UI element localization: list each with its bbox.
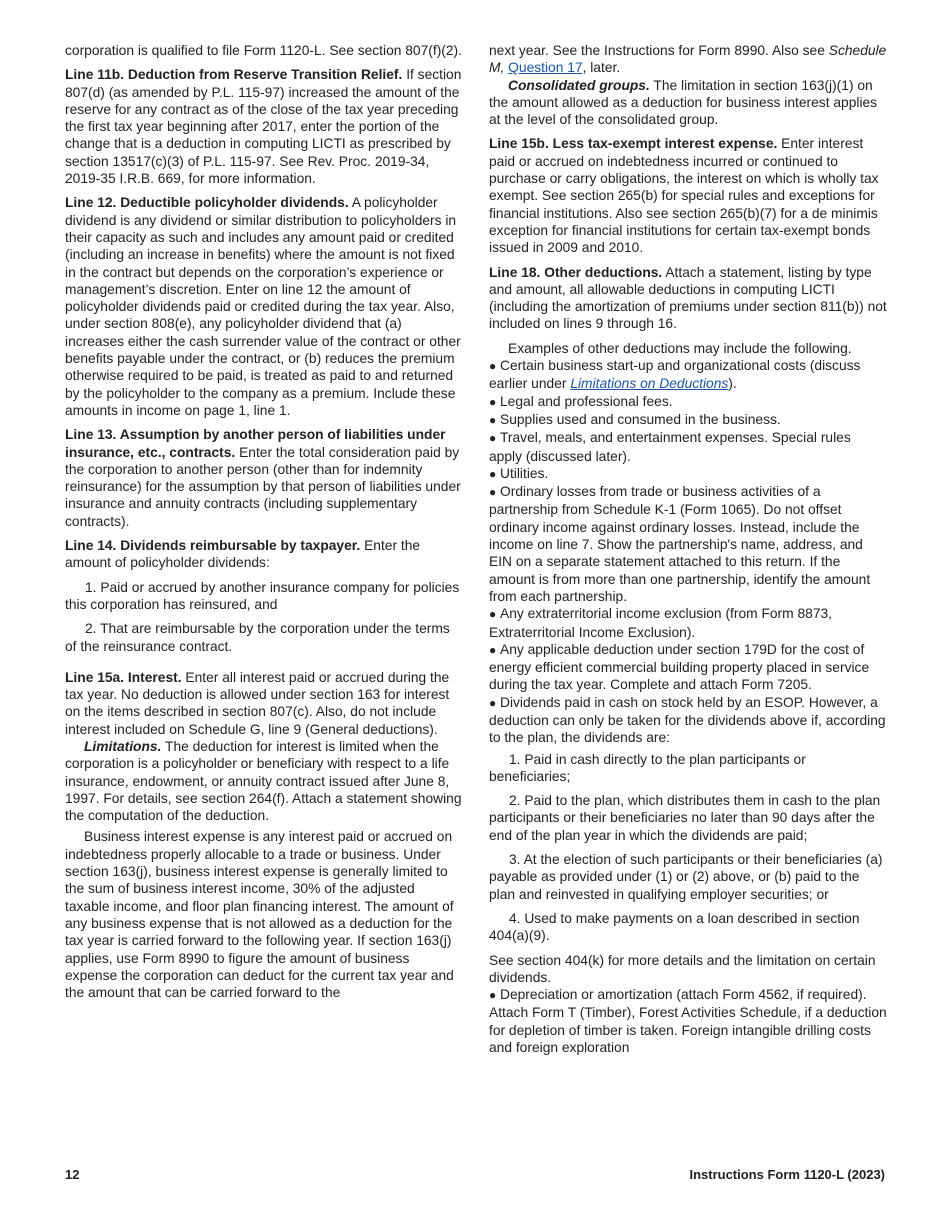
- line-14-item: 1. Paid or accrued by another insurance company for policies this corporation has reinsured, and: [65, 579, 460, 612]
- line-12-text: A policyholder dividend is any dividend or similar distribution to policyholders in their capacity as such and includes any amount paid or credited (including an increase in benefits) where the amount is not fixed in the contract but depends on the corporation’s experience or management’s discretion. Enter on line 12 the amount of policyholder dividends paid or credited during the tax year. Also, under section 808(e), any policyholder dividend that (a) increases either the cash surrender value of the contract or other benefits payable under the contract, or (b) reduces the premium otherwise required to be paid, is treated as paid to and returned by the policyholder to the company as a premium. Include these amounts in income on page 1, line 1.: [65, 195, 461, 418]
- line-18-text: Attach a statement, listing by type and amount, all allowable deductions in computing LICTI (including the amortization of premiums under section 811(b)) not included on lines 9 through 16.: [489, 264, 887, 332]
- limitations-label: Limitations.: [84, 738, 162, 754]
- bullet-icon: ●: [489, 431, 497, 446]
- bullet-icon: ●: [489, 642, 497, 657]
- line-12-paragraph: [65, 194, 463, 419]
- line-15b-text: Enter interest paid or accrued on indebtedness incurred or continued to purchase or carry obligations, the interest on which is wholly tax exempt. See section 265(b) for special rules and exceptions for financial institutions. Also see section 265(b)(7) for a de minimis exception for financial institutions for certain tax-exempt bonds issued in 2009 and 2010.: [489, 136, 879, 256]
- bullet-text: Any extraterritorial income exclusion (from Form 8873, Extraterritorial Income Exclusion).: [489, 606, 833, 640]
- bullet-icon: ●: [489, 412, 497, 427]
- line-18-paragraph: [489, 264, 887, 333]
- line-12-heading: Line 12. Deductible policyholder dividends.: [65, 195, 349, 211]
- line-15a-heading: Line 15a. Interest.: [65, 669, 182, 685]
- bullet-text: Supplies used and consumed in the business.: [500, 411, 781, 427]
- line-15a-text: Enter all interest paid or accrued during the tax year. No deduction is allowed under section 163 for interest on the items described in section 807(c). Also, do not include interest included on Schedule G, line 9 (General deductions).: [65, 669, 450, 737]
- bullet-item: [489, 357, 887, 393]
- page-number: 12: [65, 1167, 80, 1182]
- bullet-text: Certain business start-up and organizational costs (discuss earlier under: [489, 358, 861, 392]
- bullet-icon: ●: [489, 359, 497, 374]
- line-11b-heading: Line 11b. Deduction from Reserve Transition Relief.: [65, 67, 403, 83]
- bullet-text: Any applicable deduction under section 179D for the cost of energy efficient commercial building property placed in service during the tax year. Complete and attach Form 7205.: [489, 641, 870, 693]
- continuation-paragraph: [489, 42, 887, 77]
- bullet-text: Dividends paid in cash on stock held by an ESOP. However, a deduction can only be taken for the dividends above if, according to the plan, the dividends are:: [489, 694, 886, 746]
- bullet-icon: ●: [489, 695, 497, 710]
- bullet-text: Legal and professional fees.: [500, 393, 673, 409]
- continuation-text: corporation is qualified to file Form 1120-L. See section 807(f)(2).: [65, 43, 462, 58]
- esop-item: 1. Paid in cash directly to the plan participants or beneficiaries;: [489, 751, 806, 784]
- line-13-paragraph: [65, 426, 463, 530]
- consolidated-groups-paragraph: [489, 77, 887, 129]
- line-15b-paragraph: [489, 135, 887, 256]
- bullet-icon: ●: [489, 485, 497, 500]
- line-14-item: 2. That are reimbursable by the corporation under the terms of the reinsurance contract.: [65, 621, 450, 654]
- limitations-paragraph: [65, 738, 463, 824]
- left-column: [65, 42, 463, 1008]
- bullet-item: [489, 605, 887, 641]
- bullet-item: [489, 411, 887, 429]
- bullet-text: Depreciation or amortization (attach Form 4562, if required). Attach Form T (Timber), Forest Activities Schedule, if a deduction for depletion of timber is taken. Foreign intangible drilling costs and foreign exploration: [489, 987, 887, 1056]
- bullet-item: [489, 429, 887, 465]
- limitations-text: The deduction for interest is limited when the corporation is a policyholder or beneficiary with respect to a life insurance, endowment, or annuity contract issued after June 8, 1997. For details, see section 264(f). Attach a statement showing the computation of the deduction.: [65, 738, 462, 824]
- line-13-heading: Line 13. Assumption by another person of liabilities under insurance, etc., contracts.: [65, 427, 446, 460]
- line-15a-paragraph: [65, 669, 463, 738]
- bullet-item: [489, 986, 887, 1056]
- bullet-item: [489, 483, 887, 605]
- continuation-text: next year. See the Instructions for Form 8990. Also see: [489, 43, 825, 58]
- bullet-item: [489, 694, 887, 747]
- bullet-item: [489, 641, 887, 694]
- bullet-icon: ●: [489, 394, 497, 409]
- bullet-item: [489, 393, 887, 411]
- section-404k-note: See section 404(k) for more details and the limitation on certain dividends.: [489, 952, 876, 985]
- line-15b-heading: Line 15b. Less tax-exempt interest expense.: [489, 136, 778, 152]
- line-13-text: Enter the total consideration paid by the corporation to another person (other than for indemnity reinsurance) for the assumption by that person of liabilities under insurance and annuity contracts (including supplementary contracts).: [65, 444, 461, 529]
- consolidated-groups-label: Consolidated groups.: [508, 77, 650, 93]
- line-18-heading: Line 18. Other deductions.: [489, 264, 663, 280]
- consolidated-groups-text: The limitation in section 163(j)(1) on the amount allowed as a deduction for business interest applies at the level of the consolidated group.: [489, 77, 878, 128]
- bullet-text: Ordinary losses from trade or business activities of a partnership from Schedule K-1 (Form 1065). Do not offset ordinary income against ordinary losses. Instead, include the income on line 7. Show the partnership's name, address, and EIN on a separate statement attached to this return. If the amount is from more than one partnership, identify the amount from each partnership.: [489, 484, 871, 604]
- line-14-text: Enter the amount of policyholder dividends:: [65, 538, 421, 571]
- bullet-icon: ●: [489, 607, 497, 622]
- right-column: [489, 42, 887, 1056]
- bullet-icon: ●: [489, 466, 497, 481]
- examples-intro: Examples of other deductions may include the following.: [508, 340, 852, 356]
- continuation-end: , later.: [582, 60, 621, 76]
- business-interest-paragraph: Business interest expense is any interest paid or accrued on indebtedness properly allocable to a trade or business. Under section 163(j), business interest expense is generally limited to the sum of business interest income, 30% of the adjusted taxable income, and floor plan financing interest. The amount of any business expense that is not allowed as a deduction for the tax year is carried forward to the following year. If section 163(j) applies, use Form 8990 to figure the amount of business expense the corporation can deduct for the current tax year and the amount that can be carried forward to the: [65, 829, 454, 1001]
- document-title: Instructions Form 1120-L (2023): [689, 1167, 885, 1182]
- bullet-icon: ●: [489, 988, 497, 1003]
- line-11b-text: If section 807(d) (as amended by P.L. 115-97) increased the amount of the reserve for any contract as of the close of the tax year preceding the first tax year beginning after 2017, enter the portion of the change that is a deduction in computing LICTI as prescribed by section 13517(c)(3) of P.L. 115-97. See Rev. Proc. 2019-34, 2019-35 I.R.B. 669, for more information.: [65, 67, 462, 187]
- bullet-item: [489, 465, 887, 483]
- esop-item: 3. At the election of such participants or their beneficiaries (a) payable as provided under (1) or (2) above, or (b) paid to the plan and reinvested in qualifying employer securities; or: [489, 852, 883, 902]
- line-14-heading: Line 14. Dividends reimbursable by taxpayer.: [65, 538, 361, 554]
- esop-item: 2. Paid to the plan, which distributes them in cash to the plan participants or their beneficiaries no later than 90 days after the end of the plan year in which the dividends are paid;: [489, 793, 881, 843]
- line-11b-paragraph: [65, 66, 463, 187]
- question-17-link[interactable]: Question 17: [508, 60, 583, 76]
- bullet-text: Utilities.: [500, 465, 549, 481]
- line-14-paragraph: [65, 537, 463, 572]
- limitations-on-deductions-link[interactable]: Limitations on Deductions: [570, 376, 729, 392]
- schedule-m-ref: Schedule M,: [489, 43, 887, 76]
- bullet-text: Travel, meals, and entertainment expenses. Special rules apply (discussed later).: [489, 430, 851, 464]
- bullet-text-end: ).: [728, 376, 737, 392]
- esop-item: 4. Used to make payments on a loan described in section 404(a)(9).: [489, 910, 860, 944]
